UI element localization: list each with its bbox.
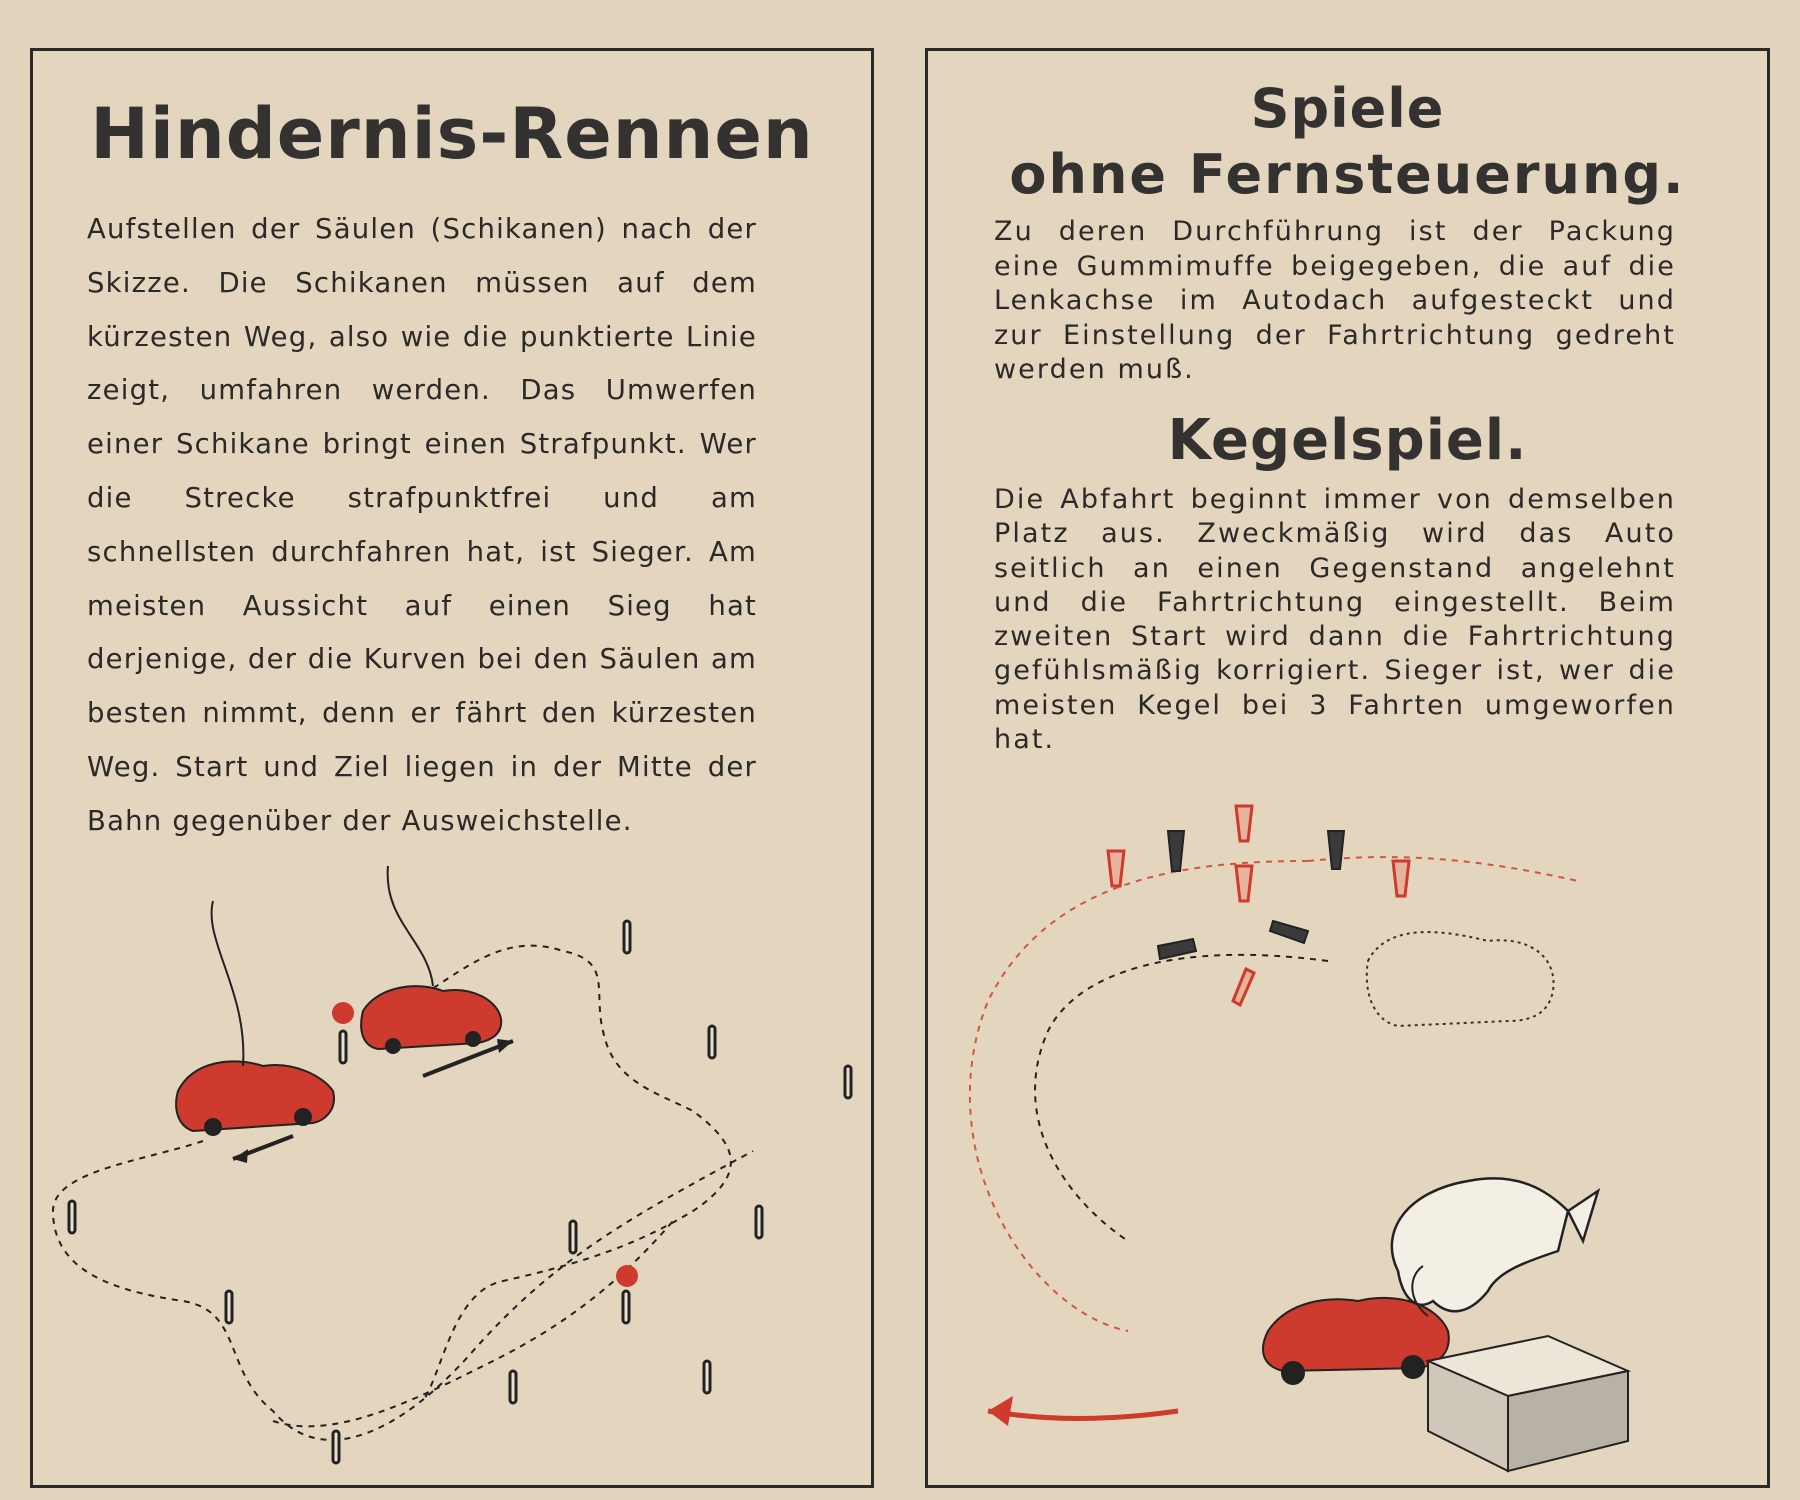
- instructions-text-spiele: Zu deren Durchführung ist der Packung eine Gummimuffe beigegeben, die auf die Lenkachse im Autodach aufgesteckt und zur Einstellung der Fahrtrichtung gedreht werden muß.: [994, 216, 1676, 385]
- page-title-spiele: Spiele: [1250, 77, 1445, 140]
- instructions-text-hindernis-rennen: Aufstellen der Säulen (Schikanen) nach der Skizze. Die Schikanen müssen auf dem kürzesten Weg, also wie die punktierte Linie zeigt, umfahren werden. Das Umwerfen einer Schikane bringt einen Strafpunkt. Wer die Strecke strafpunktfrei und am schnellsten durchfahren hat, ist Sieger. Am meisten Aussicht auf einen Sieg hat derjenige, der die Kurven bei den Säulen am besten nimmt, denn er fährt den kürzesten Weg. Start und Ziel liegen in der Mitte der Bahn gegenüber der Ausweichstelle.: [87, 213, 757, 837]
- right-page-panel: [925, 48, 1770, 1488]
- bowling-pins: [1108, 806, 1409, 1005]
- section-title-kegelspiel: Kegelspiel.: [1167, 408, 1528, 473]
- page-title-hindernis-rennen: Hindernis-Rennen: [90, 93, 814, 175]
- red-ball-marker: [332, 1002, 354, 1024]
- car-icon: [176, 901, 334, 1163]
- red-ball-marker: [616, 1265, 638, 1287]
- instructions-text-kegelspiel: Die Abfahrt beginnt immer von demselben Platz aus. Zweckmäßig wird das Auto seitlich an einen Gegenstand angelehnt und die Fahrtrichtung eingestellt. Beim zweiten Start wird dann die Fahrtrichtung gefühlsmäßig korrigiert. Sieger ist, wer die meisten Kegel bei 3 Fahrten umgeworfen hat.: [994, 484, 1676, 756]
- left-page-panel: [30, 48, 874, 1488]
- car-icon: [361, 866, 513, 1076]
- hand-icon: [1392, 1178, 1598, 1311]
- bowling-game-illustration: [928, 771, 1773, 1491]
- ghost-car-outline: [1367, 932, 1554, 1026]
- page-title-ohne-fernsteuerung: ohne Fernsteuerung.: [1009, 143, 1686, 206]
- box-block: [1428, 1336, 1628, 1471]
- obstacle-course-illustration: [33, 791, 877, 1491]
- arrow-left-icon: [988, 1396, 1013, 1426]
